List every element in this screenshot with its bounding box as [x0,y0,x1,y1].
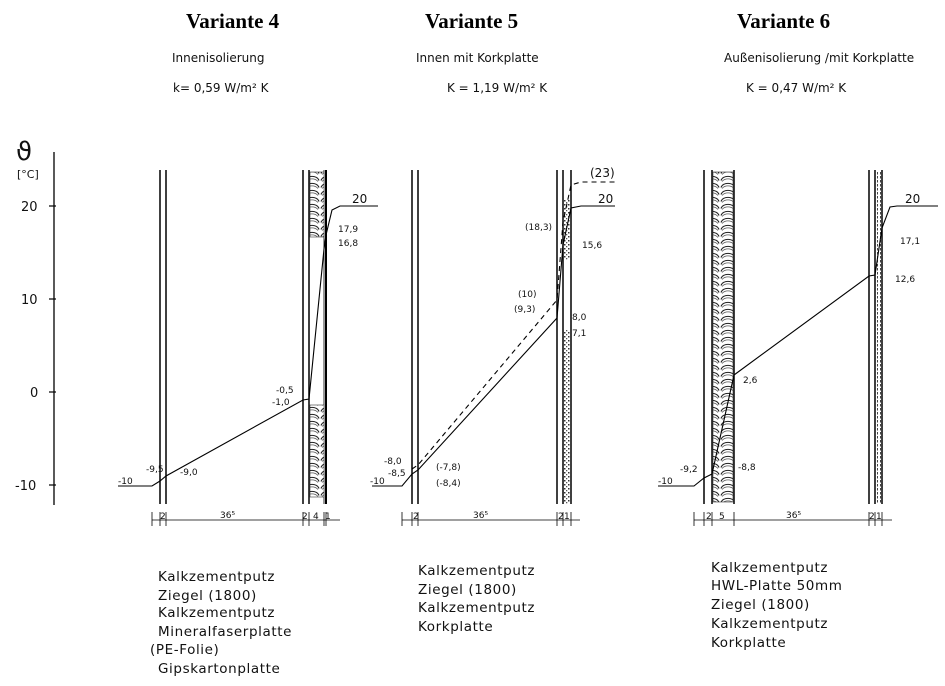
variant-4-label-brick-out: -9,0 [180,468,198,478]
variant-5-label-e: (10) [518,290,537,300]
variant-6-cork-board [876,172,881,504]
variant-6-dim-1: 2 [706,512,712,522]
variant-5-label-l: 20 [598,192,614,206]
variant-4-wall [160,170,326,504]
axis-symbol: ϑ [16,137,33,167]
variant-5-material-4: Korkplatte [418,619,494,635]
variant-5-label-j: 15,6 [582,241,603,251]
variant-5-label-g: 8,0 [572,313,587,323]
variant-6 [658,9,938,651]
variant-6-label-inside: 20 [905,192,921,206]
variant-5-label-b: -8,5 [388,469,406,479]
variant-6-title: Variante 6 [737,9,831,33]
variant-4-label-outside: -10 [118,477,133,487]
variant-5-dimension-line [402,512,580,526]
variant-6-material-5: Korkplatte [711,635,787,651]
variant-4-subtitle: Innenisolierung [172,51,265,65]
variant-5-label-outside: -10 [370,477,385,487]
variant-5-label-c: (-7,8) [436,463,461,473]
variant-6-dim-3: 36⁵ [786,511,802,521]
tick-label-0: 0 [30,386,39,401]
variant-6-material-2: HWL-Platte 50mm [711,578,843,594]
variant-6-label-board-in: 2,6 [743,376,758,386]
tick-label-10: 10 [21,293,38,308]
variant-4-material-2: Ziegel (1800) [158,588,257,604]
variant-6-temperature-curve [658,206,938,486]
tick-label-20: 20 [21,200,38,215]
variant-6-materials [711,560,842,651]
variant-5-label-f: (9,3) [514,305,536,315]
tick-label-minus10: -10 [15,479,37,494]
variant-4-label-surface-out: -9,5 [146,465,164,475]
variant-5-label-k: (23) [590,166,615,180]
variant-6-dim-2: 5 [719,512,725,522]
variant-4-kvalue: k= 0,59 W/m² K [173,81,269,95]
temperature-axis [15,137,56,505]
variant-4-materials [150,569,292,677]
variant-4-dim-3: 2 [302,512,308,522]
variant-5-label-a: -8,0 [384,457,402,467]
variant-5 [370,9,618,635]
variant-5-temperature-curve-alt [412,182,618,469]
variant-5-dim-2: 36⁵ [473,511,489,521]
variant-4-dim-5: 1 [325,512,331,522]
variant-4-dimension-line [152,512,340,526]
variant-5-dim-4: 1 [564,512,570,522]
variant-4-material-5: (PE-Folie) [150,642,220,658]
variant-6-label-surface-out: -9,2 [680,465,698,475]
variant-6-label-surface-in: 17,1 [900,237,921,247]
variant-6-wood-wool-board [713,172,733,502]
variant-5-dim-1: 2 [413,512,419,522]
variant-5-materials [418,563,535,635]
variant-4-label-insulation-in: 16,8 [338,239,359,249]
variant-4-dim-2: 36⁵ [220,511,236,521]
variant-5-temperature-curve [372,206,615,486]
variant-4-insulation-bottom [310,405,324,497]
variant-6-material-4: Kalkzementputz [711,616,829,632]
variant-6-kvalue: K = 0,47 W/m² K [746,81,847,95]
variant-5-material-3: Kalkzementputz [418,600,536,616]
variant-6-label-board-out: -8,8 [738,463,756,473]
variant-5-cork-upper [564,200,570,260]
variant-4-insulation-top [310,172,324,237]
variant-4-label-brick-in-a: -0,5 [276,386,294,396]
variant-5-dim-3: 2 [558,512,564,522]
variant-4-material-3: Kalkzementputz [158,605,276,621]
variant-4-material-1: Kalkzementputz [158,569,276,585]
variant-6-material-3: Ziegel (1800) [711,597,810,613]
variant-6-material-1: Kalkzementputz [711,560,829,576]
variant-6-label-outside: -10 [658,477,673,487]
variant-5-kvalue: K = 1,19 W/m² K [447,81,548,95]
variant-6-subtitle: Außenisolierung /mit Korkplatte [724,51,915,65]
variant-4-material-4: Mineralfaserplatte [158,624,293,640]
variant-4-label-brick-in-b: -1,0 [272,398,290,408]
variant-4-dim-1: 2 [160,512,166,522]
variant-6-label-brick-in: 12,6 [895,275,916,285]
variant-5-material-2: Ziegel (1800) [418,582,517,598]
variant-5-title: Variante 5 [425,9,519,33]
variant-4-material-6: Gipskartonplatte [158,661,281,677]
variant-5-wall [412,170,571,504]
variant-6-dim-5: 1 [876,512,882,522]
variant-5-subtitle: Innen mit Korkplatte [416,51,539,65]
variant-5-label-h: 7,1 [572,329,587,339]
variant-5-material-1: Kalkzementputz [418,563,536,579]
variant-4-label-surface-in: 17,9 [338,225,359,235]
variant-5-label-i: (18,3) [525,223,553,233]
variant-5-cork-lower [564,330,570,504]
variant-4-title: Variante 4 [186,9,280,33]
variant-5-label-d: (-8,4) [436,479,461,489]
variant-6-dim-4: 2 [869,512,875,522]
variant-4-label-inside: 20 [352,192,368,206]
variant-4-dim-4: 4 [313,512,319,522]
axis-unit: [°C] [17,168,39,181]
variant-4 [118,9,378,677]
